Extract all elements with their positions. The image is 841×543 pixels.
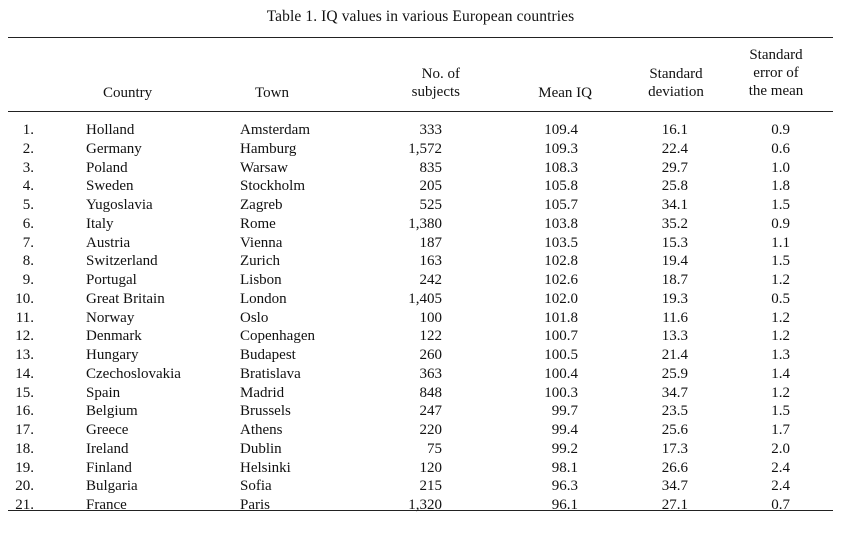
subjects-cell: 122 <box>419 328 442 345</box>
mean-iq-cell: 109.4 <box>544 122 578 138</box>
country-cell: Greece <box>86 422 129 438</box>
mean-iq-cell: 109.3 <box>544 140 578 157</box>
row-number: 2. <box>22 140 34 157</box>
row-number: 14. <box>15 365 34 382</box>
standard-error-cell: 1.2 <box>771 328 790 345</box>
standard-error-cell: 1.2 <box>771 272 790 288</box>
table-row <box>0 159 841 178</box>
town-cell: Dublin <box>240 440 282 457</box>
row-number: 8. <box>22 253 34 270</box>
town-cell: Hamburg <box>240 140 297 157</box>
subjects-cell: 525 <box>419 197 442 213</box>
mean-iq-cell: 102.8 <box>544 253 578 270</box>
country-cell: Sweden <box>86 178 134 195</box>
country-cell: Belgium <box>86 403 138 420</box>
standard-deviation-cell: 34.1 <box>661 197 688 213</box>
mean-iq-cell: 96.3 <box>551 478 578 495</box>
town-cell: Budapest <box>240 347 296 363</box>
table-row <box>0 346 841 365</box>
mean-iq-cell: 101.8 <box>544 309 578 326</box>
town-cell: Bratislava <box>240 365 301 382</box>
row-number: 18. <box>15 440 34 457</box>
subjects-cell: 205 <box>419 178 442 195</box>
header-mean-label: Mean IQ <box>538 85 592 101</box>
town-cell: Brussels <box>240 403 291 420</box>
standard-deviation-cell: 35.2 <box>661 215 688 232</box>
subjects-cell: 1,380 <box>408 215 442 232</box>
standard-error-cell: 1.7 <box>771 422 790 438</box>
standard-error-cell: 0.6 <box>771 140 790 157</box>
country-cell: France <box>86 497 127 513</box>
standard-error-cell: 1.3 <box>771 347 790 363</box>
header-mean-iq <box>500 84 592 102</box>
standard-error-cell: 1.5 <box>771 403 790 420</box>
standard-deviation-cell: 26.6 <box>661 459 688 476</box>
standard-error-cell: 2.0 <box>771 440 790 457</box>
country-cell: Denmark <box>86 328 142 345</box>
standard-deviation-cell: 25.8 <box>661 178 688 195</box>
subjects-cell: 163 <box>419 253 442 270</box>
table-row <box>0 459 841 478</box>
standard-deviation-cell: 19.4 <box>661 253 688 270</box>
table-row <box>0 271 841 290</box>
mean-iq-cell: 96.1 <box>551 497 578 513</box>
town-cell: Amsterdam <box>240 122 310 138</box>
table-row <box>0 477 841 496</box>
subjects-cell: 215 <box>419 478 442 495</box>
row-number: 15. <box>15 384 34 401</box>
header-sd-line1: Standard <box>649 66 703 82</box>
mean-iq-cell: 102.6 <box>544 272 578 288</box>
town-cell: Rome <box>240 215 276 232</box>
standard-error-cell: 0.7 <box>771 497 790 513</box>
standard-deviation-cell: 34.7 <box>661 478 688 495</box>
table-row <box>0 384 841 403</box>
standard-deviation-cell: 16.1 <box>661 122 688 138</box>
standard-error-cell: 0.9 <box>771 122 790 138</box>
row-number: 21. <box>15 497 34 513</box>
mean-iq-cell: 100.5 <box>544 347 578 363</box>
header-se-line2: error of <box>753 65 799 81</box>
table-header-rule <box>8 111 833 112</box>
country-cell: Germany <box>86 140 142 157</box>
country-cell: Hungary <box>86 347 139 363</box>
table-row <box>0 121 841 140</box>
subjects-cell: 333 <box>419 122 442 138</box>
country-cell: Norway <box>86 309 135 326</box>
mean-iq-cell: 108.3 <box>544 159 578 176</box>
table-row <box>0 234 841 253</box>
table-body <box>0 121 841 515</box>
mean-iq-cell: 102.0 <box>544 290 578 307</box>
mean-iq-cell: 100.3 <box>544 384 578 401</box>
row-number: 10. <box>15 290 34 307</box>
standard-deviation-cell: 25.6 <box>661 422 688 438</box>
standard-deviation-cell: 23.5 <box>661 403 688 420</box>
row-number: 9. <box>22 272 34 288</box>
row-number: 6. <box>22 215 34 232</box>
subjects-cell: 75 <box>427 440 442 457</box>
mean-iq-cell: 105.7 <box>544 197 578 213</box>
standard-error-cell: 1.2 <box>771 384 790 401</box>
subjects-cell: 1,320 <box>408 497 442 513</box>
mean-iq-cell: 105.8 <box>544 178 578 195</box>
town-cell: Paris <box>240 497 270 513</box>
standard-deviation-cell: 19.3 <box>661 290 688 307</box>
standard-error-cell: 1.8 <box>771 178 790 195</box>
town-cell: Oslo <box>240 309 269 326</box>
table-row <box>0 402 841 421</box>
subjects-cell: 220 <box>419 422 442 438</box>
standard-deviation-cell: 13.3 <box>661 328 688 345</box>
row-number: 17. <box>15 422 34 438</box>
subjects-cell: 848 <box>419 384 442 401</box>
row-number: 3. <box>22 159 34 176</box>
town-cell: Athens <box>240 422 283 438</box>
subjects-cell: 1,405 <box>408 290 442 307</box>
country-cell: Austria <box>86 234 131 251</box>
table-top-rule <box>8 37 833 38</box>
table-row <box>0 421 841 440</box>
country-cell: Czechoslovakia <box>86 365 181 382</box>
country-cell: Poland <box>86 159 128 176</box>
standard-deviation-cell: 34.7 <box>661 384 688 401</box>
town-cell: Vienna <box>240 234 283 251</box>
table-row <box>0 252 841 271</box>
country-cell: Switzerland <box>86 253 158 270</box>
town-cell: Madrid <box>240 384 285 401</box>
header-town-label: Town <box>255 85 289 101</box>
country-cell: Finland <box>86 459 132 476</box>
standard-error-cell: 2.4 <box>771 478 790 495</box>
subjects-cell: 363 <box>419 365 442 382</box>
table-row <box>0 140 841 159</box>
standard-error-cell: 1.5 <box>771 253 790 270</box>
mean-iq-cell: 103.8 <box>544 215 578 232</box>
town-cell: Lisbon <box>240 272 282 288</box>
standard-error-cell: 0.9 <box>771 215 790 232</box>
table-row <box>0 177 841 196</box>
mean-iq-cell: 100.4 <box>544 365 578 382</box>
row-number: 19. <box>15 459 34 476</box>
town-cell: Helsinki <box>240 459 291 476</box>
subjects-cell: 120 <box>419 459 442 476</box>
row-number: 12. <box>15 328 34 345</box>
header-country-label: Country <box>103 85 153 101</box>
row-number: 11. <box>15 309 34 326</box>
town-cell: London <box>240 290 287 307</box>
country-cell: Great Britain <box>86 290 165 307</box>
subjects-cell: 1,572 <box>408 140 442 157</box>
row-number: 20. <box>15 478 34 495</box>
row-number: 16. <box>15 403 34 420</box>
table-row <box>0 496 841 515</box>
subjects-cell: 260 <box>419 347 442 363</box>
standard-deviation-cell: 27.1 <box>661 497 688 513</box>
country-cell: Portugal <box>86 272 137 288</box>
standard-deviation-cell: 29.7 <box>661 159 688 176</box>
subjects-cell: 247 <box>419 403 442 420</box>
mean-iq-cell: 99.4 <box>551 422 578 438</box>
table-caption: Table 1. IQ values in various European countries <box>266 8 575 25</box>
country-cell: Ireland <box>86 440 129 457</box>
table-row <box>0 365 841 384</box>
standard-deviation-cell: 21.4 <box>661 347 688 363</box>
standard-error-cell: 1.1 <box>771 234 790 251</box>
row-number: 5. <box>22 197 34 213</box>
mean-iq-cell: 99.2 <box>551 440 578 457</box>
standard-error-cell: 2.4 <box>771 459 790 476</box>
country-cell: Italy <box>86 215 114 232</box>
country-cell: Yugoslavia <box>86 197 153 213</box>
mean-iq-cell: 100.7 <box>544 328 578 345</box>
mean-iq-cell: 98.1 <box>551 459 578 476</box>
country-cell: Bulgaria <box>86 478 138 495</box>
town-cell: Stockholm <box>240 178 306 195</box>
header-se-line1: Standard <box>749 47 803 63</box>
standard-error-cell: 1.2 <box>771 309 790 326</box>
header-subjects <box>380 65 460 101</box>
subjects-cell: 187 <box>419 234 442 251</box>
country-cell: Spain <box>86 384 121 401</box>
mean-iq-cell: 103.5 <box>544 234 578 251</box>
row-number: 7. <box>22 234 34 251</box>
subjects-cell: 835 <box>419 159 442 176</box>
standard-error-cell: 1.5 <box>771 197 790 213</box>
town-cell: Sofia <box>240 478 272 495</box>
header-subjects-line2: subjects <box>411 84 460 100</box>
table-bottom-rule <box>8 510 833 511</box>
row-number: 4. <box>22 178 34 195</box>
subjects-cell: 100 <box>419 309 442 326</box>
standard-error-cell: 1.0 <box>771 159 790 176</box>
standard-deviation-cell: 25.9 <box>661 365 688 382</box>
row-number: 1. <box>22 122 34 138</box>
standard-deviation-cell: 18.7 <box>661 272 688 288</box>
town-cell: Copenhagen <box>240 328 315 345</box>
header-standard-error <box>728 46 824 100</box>
town-cell: Zagreb <box>240 197 283 213</box>
table-row <box>0 196 841 215</box>
row-number: 13. <box>15 347 34 363</box>
header-subjects-line1: No. of <box>421 66 460 82</box>
header-se-line3: the mean <box>748 83 804 99</box>
table-row <box>0 440 841 459</box>
town-cell: Zurich <box>240 253 280 270</box>
standard-deviation-cell: 22.4 <box>661 140 688 157</box>
standard-deviation-cell: 11.6 <box>662 309 688 326</box>
table-row <box>0 309 841 328</box>
country-cell: Holland <box>86 122 135 138</box>
town-cell: Warsaw <box>240 159 288 176</box>
table-row <box>0 215 841 234</box>
mean-iq-cell: 99.7 <box>551 403 578 420</box>
standard-error-cell: 1.4 <box>771 365 790 382</box>
standard-deviation-cell: 17.3 <box>661 440 688 457</box>
header-standard-deviation <box>622 65 730 101</box>
header-town <box>255 84 289 102</box>
subjects-cell: 242 <box>419 272 442 288</box>
header-country <box>103 84 152 102</box>
table-row <box>0 290 841 309</box>
standard-error-cell: 0.5 <box>771 290 790 307</box>
header-sd-line2: deviation <box>648 84 704 100</box>
table-row <box>0 327 841 346</box>
standard-deviation-cell: 15.3 <box>661 234 688 251</box>
